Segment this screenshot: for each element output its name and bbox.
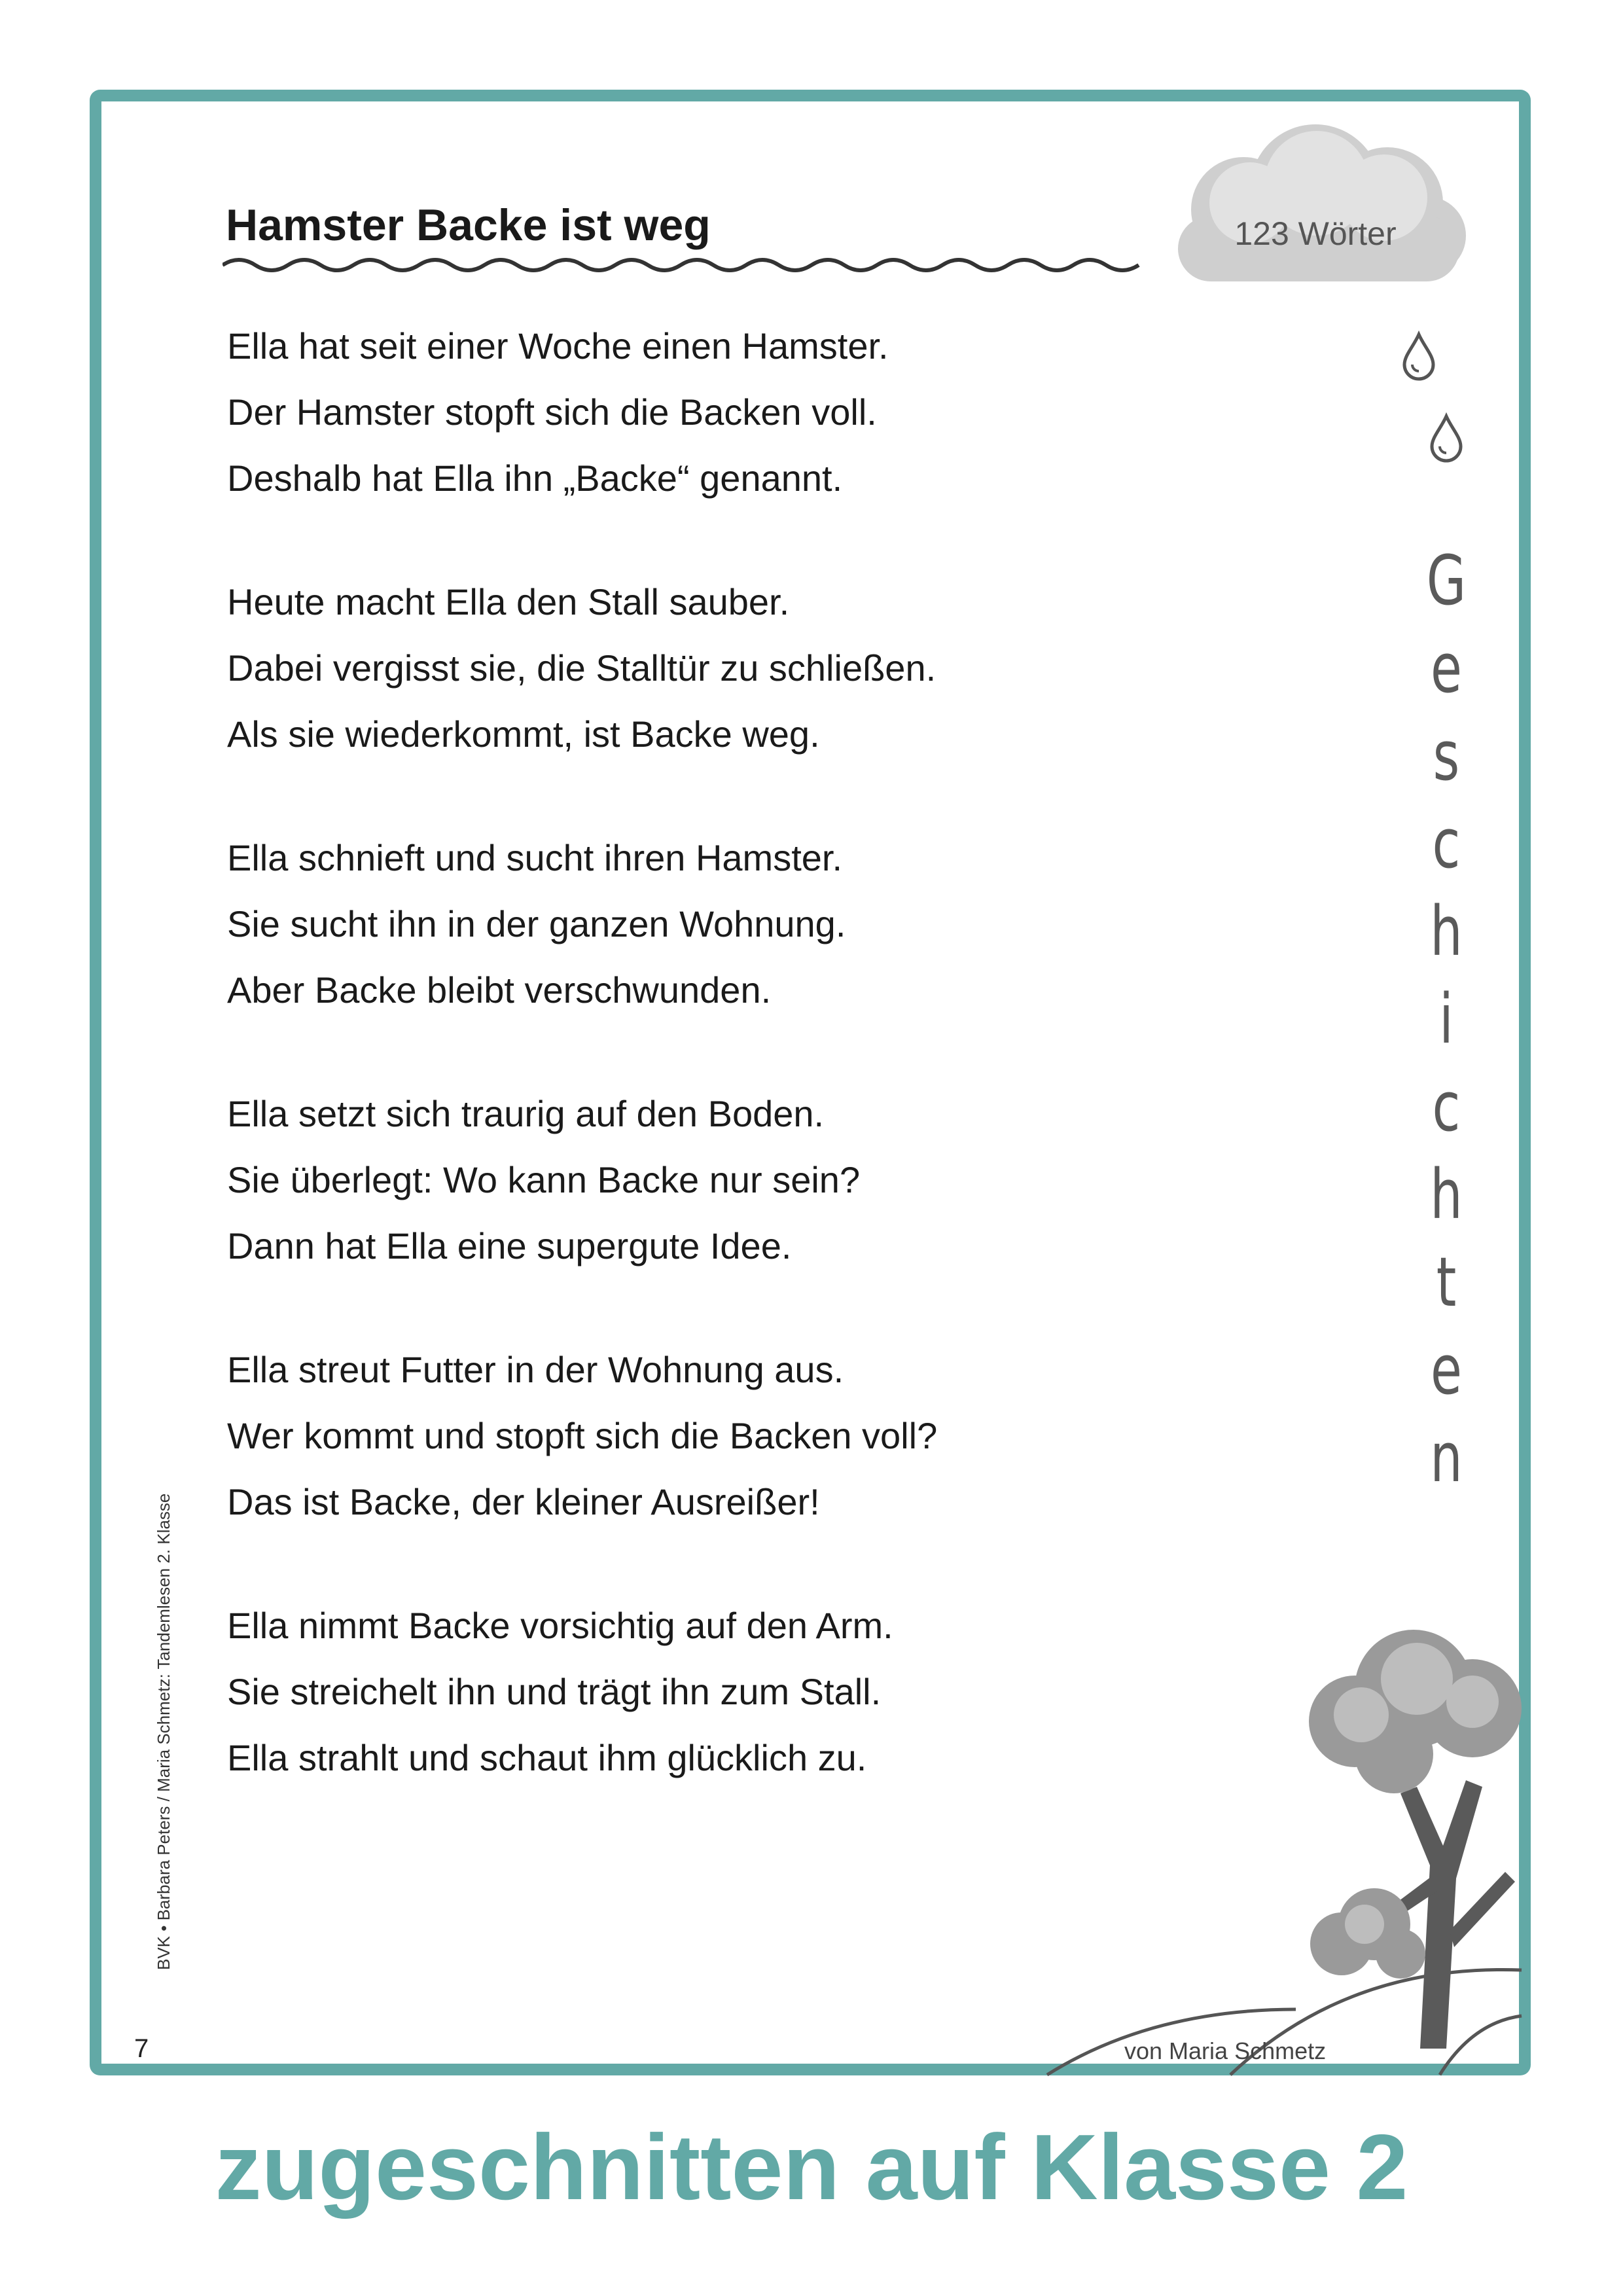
- vertical-letter: e: [1431, 1330, 1462, 1410]
- vertical-letter: h: [1430, 891, 1463, 971]
- paragraph: [227, 1592, 937, 1791]
- vertical-letter: s: [1433, 716, 1460, 796]
- story-line: Ella schnieft und sucht ihren Hamster.: [227, 837, 843, 878]
- story-line: Heute macht Ella den Stall sauber.: [227, 581, 790, 622]
- side-credit: BVK • Barbara Peters / Maria Schmetz: Tandemlesen 2. Klasse: [154, 1493, 173, 1970]
- vertical-label-geschichten: [1407, 537, 1486, 1501]
- vertical-letter: e: [1431, 628, 1462, 708]
- vertical-letter: n: [1430, 1418, 1463, 1498]
- story-line: Ella streut Futter in der Wohnung aus.: [227, 1349, 844, 1390]
- story-line: Ella strahlt und schaut ihm glücklich zu.: [227, 1737, 867, 1778]
- raindrop-icon: [1399, 331, 1438, 383]
- story-line: Wer kommt und stopft sich die Backen voll?: [227, 1415, 938, 1456]
- story-text: [227, 313, 937, 1848]
- story-line: Dann hat Ella eine supergute Idee.: [227, 1225, 792, 1266]
- story-line: Sie streichelt ihn und trägt ihn zum Stall.: [227, 1671, 882, 1712]
- story-title: Hamster Backe ist weg: [226, 200, 711, 250]
- story-line: Ella setzt sich traurig auf den Boden.: [227, 1093, 825, 1134]
- story-line: Der Hamster stopft sich die Backen voll.: [227, 391, 877, 433]
- paragraph: [227, 825, 937, 1023]
- story-line: Ella nimmt Backe vorsichtig auf den Arm.: [227, 1605, 893, 1646]
- vertical-letter: t: [1436, 1242, 1457, 1322]
- raindrop-icon: [1427, 412, 1466, 465]
- vertical-letter: c: [1432, 804, 1461, 884]
- story-line: Aber Backe bleibt verschwunden.: [227, 969, 772, 1011]
- story-line: Sie sucht ihn in der ganzen Wohnung.: [227, 903, 846, 944]
- footer-caption: zugeschnitten auf Klasse 2: [215, 2115, 1408, 2219]
- story-line: Ella hat seit einer Woche einen Hamster.: [227, 325, 889, 367]
- vertical-letter: i: [1439, 979, 1454, 1059]
- story-line: Als sie wiederkommt, ist Backe weg.: [227, 713, 820, 755]
- paragraph: [227, 569, 937, 767]
- author-credit: von Maria Schmetz: [1124, 2037, 1327, 2064]
- story-line: Deshalb hat Ella ihn „Backe“ genannt.: [227, 457, 843, 499]
- vertical-letter: c: [1432, 1067, 1461, 1147]
- paragraph: [227, 313, 937, 511]
- word-count: 123 Wörter: [1234, 215, 1397, 252]
- paragraph: [227, 1081, 937, 1279]
- story-line: Sie überlegt: Wo kann Backe nur sein?: [227, 1159, 861, 1200]
- vertical-letter: G: [1426, 541, 1467, 620]
- tree-icon: [1283, 1617, 1522, 2062]
- page-number: 7: [134, 2034, 149, 2063]
- wavy-underline: [223, 252, 1158, 278]
- story-line: Das ist Backe, der kleiner Ausreißer!: [227, 1481, 820, 1522]
- vertical-letter: h: [1430, 1155, 1463, 1234]
- story-line: Dabei vergisst sie, die Stalltür zu schließen.: [227, 647, 936, 689]
- paragraph: [227, 1336, 937, 1535]
